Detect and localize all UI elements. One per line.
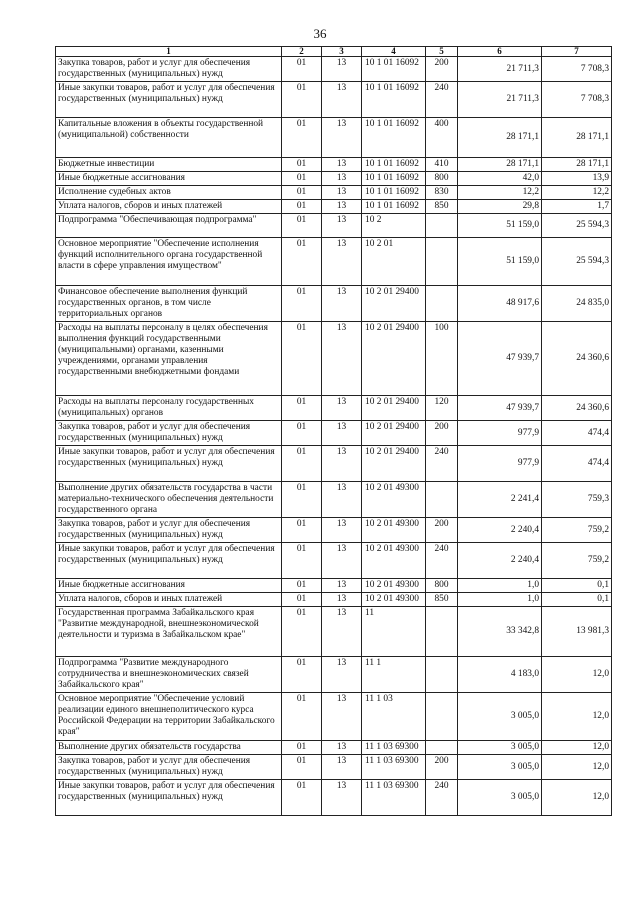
row-c4-cell: 10 1 01 16092 <box>362 200 426 214</box>
row-c4-cell: 10 1 01 16092 <box>362 172 426 186</box>
row-c2-cell: 01 <box>282 118 322 158</box>
row-c6-cell: 1,0 <box>458 579 542 593</box>
row-c4-cell: 10 1 01 16092 <box>362 82 426 118</box>
row-c2-cell: 01 <box>282 579 322 593</box>
row-c3-cell: 13 <box>322 421 362 446</box>
row-c7-cell: 28 171,1 <box>542 158 612 172</box>
row-c2-cell: 01 <box>282 446 322 482</box>
row-c5-cell: 200 <box>426 57 458 82</box>
row-c6-cell: 3 005,0 <box>458 780 542 816</box>
row-c3-cell: 13 <box>322 607 362 657</box>
table-row <box>56 118 612 158</box>
row-c2-cell: 01 <box>282 657 322 693</box>
row-c3-cell: 13 <box>322 657 362 693</box>
row-name-cell: Закупка товаров, работ и услуг для обеспечения государственных (муниципальных) нужд <box>56 421 282 446</box>
row-c2-cell: 01 <box>282 755 322 780</box>
row-c3-cell: 13 <box>322 214 362 238</box>
row-c5-cell: 850 <box>426 200 458 214</box>
table-row <box>56 593 612 607</box>
row-c7-cell: 474,4 <box>542 421 612 446</box>
row-c2-cell: 01 <box>282 57 322 82</box>
table-row <box>56 607 612 657</box>
row-c7-cell: 759,2 <box>542 543 612 579</box>
row-c5-cell: 850 <box>426 593 458 607</box>
row-c4-cell: 11 1 03 <box>362 693 426 741</box>
row-c2-cell: 01 <box>282 741 322 755</box>
row-name-cell: Иные бюджетные ассигнования <box>56 172 282 186</box>
row-c3-cell: 13 <box>322 200 362 214</box>
table-row <box>56 172 612 186</box>
row-c6-cell: 21 711,3 <box>458 82 542 118</box>
row-name-cell: Закупка товаров, работ и услуг для обеспечения государственных (муниципальных) нужд <box>56 518 282 543</box>
row-c7-cell: 474,4 <box>542 446 612 482</box>
table-row <box>56 214 612 238</box>
row-c3-cell: 13 <box>322 172 362 186</box>
row-c3-cell: 13 <box>322 780 362 816</box>
row-c7-cell: 12,2 <box>542 186 612 200</box>
column-header: 1 <box>56 47 282 57</box>
row-c4-cell: 10 2 01 29400 <box>362 446 426 482</box>
row-c5-cell: 200 <box>426 755 458 780</box>
row-c6-cell: 977,9 <box>458 446 542 482</box>
row-c5-cell <box>426 607 458 657</box>
row-c4-cell: 10 2 <box>362 214 426 238</box>
column-header: 5 <box>426 47 458 57</box>
row-c2-cell: 01 <box>282 286 322 322</box>
row-c5-cell: 800 <box>426 579 458 593</box>
row-c7-cell: 7 708,3 <box>542 57 612 82</box>
table-row <box>56 322 612 396</box>
row-c6-cell: 33 342,8 <box>458 607 542 657</box>
row-name-cell: Исполнение судебных актов <box>56 186 282 200</box>
row-c6-cell: 12,2 <box>458 186 542 200</box>
row-c7-cell: 25 594,3 <box>542 238 612 286</box>
row-name-cell: Финансовое обеспечение выполнения функций государственных органов, в том числе территориальных органов <box>56 286 282 322</box>
row-name-cell: Государственная программа Забайкальского края "Развитие международной, внешнеэкономической деятельности и туризма в Забайкальском крае" <box>56 607 282 657</box>
table-row <box>56 657 612 693</box>
row-c5-cell: 800 <box>426 172 458 186</box>
row-c6-cell: 42,0 <box>458 172 542 186</box>
row-c2-cell: 01 <box>282 518 322 543</box>
row-c3-cell: 13 <box>322 693 362 741</box>
row-c7-cell: 24 360,6 <box>542 322 612 396</box>
row-c7-cell: 0,1 <box>542 579 612 593</box>
row-c7-cell: 28 171,1 <box>542 118 612 158</box>
table-row <box>56 543 612 579</box>
row-name-cell: Выполнение других обязательств государства <box>56 741 282 755</box>
row-name-cell: Основное мероприятие "Обеспечение исполнения функций исполнительного органа государственной власти в сфере управления имуществом" <box>56 238 282 286</box>
row-c2-cell: 01 <box>282 172 322 186</box>
row-c5-cell: 240 <box>426 446 458 482</box>
row-c2-cell: 01 <box>282 186 322 200</box>
row-c2-cell: 01 <box>282 396 322 421</box>
row-name-cell: Расходы на выплаты персоналу государственных (муниципальных) органов <box>56 396 282 421</box>
row-c4-cell: 10 1 01 16092 <box>362 57 426 82</box>
column-header: 3 <box>322 47 362 57</box>
row-c3-cell: 13 <box>322 82 362 118</box>
row-c6-cell: 21 711,3 <box>458 57 542 82</box>
row-c4-cell: 10 2 01 49300 <box>362 482 426 518</box>
row-c4-cell: 10 2 01 29400 <box>362 322 426 396</box>
row-c7-cell: 12,0 <box>542 693 612 741</box>
row-name-cell: Подпрограмма "Обеспечивающая подпрограмма" <box>56 214 282 238</box>
row-c7-cell: 24 835,0 <box>542 286 612 322</box>
row-c2-cell: 01 <box>282 543 322 579</box>
row-name-cell: Капитальные вложения в объекты государственной (муниципальной) собственности <box>56 118 282 158</box>
row-c6-cell: 2 241,4 <box>458 482 542 518</box>
table-row <box>56 518 612 543</box>
row-name-cell: Иные закупки товаров, работ и услуг для обеспечения государственных (муниципальных) нужд <box>56 780 282 816</box>
row-c4-cell: 10 1 01 16092 <box>362 118 426 158</box>
table-row <box>56 693 612 741</box>
row-c2-cell: 01 <box>282 82 322 118</box>
table-row <box>56 396 612 421</box>
row-c7-cell: 7 708,3 <box>542 82 612 118</box>
row-c3-cell: 13 <box>322 543 362 579</box>
row-c3-cell: 13 <box>322 446 362 482</box>
row-c7-cell: 759,3 <box>542 482 612 518</box>
table-row <box>56 186 612 200</box>
row-c5-cell: 240 <box>426 82 458 118</box>
row-c7-cell: 13,9 <box>542 172 612 186</box>
row-c4-cell: 11 1 <box>362 657 426 693</box>
row-c5-cell: 120 <box>426 396 458 421</box>
row-c4-cell: 11 1 03 69300 <box>362 755 426 780</box>
row-c3-cell: 13 <box>322 238 362 286</box>
row-c2-cell: 01 <box>282 780 322 816</box>
row-c3-cell: 13 <box>322 158 362 172</box>
row-c7-cell: 12,0 <box>542 755 612 780</box>
row-c5-cell <box>426 741 458 755</box>
row-c2-cell: 01 <box>282 607 322 657</box>
row-c2-cell: 01 <box>282 238 322 286</box>
row-c3-cell: 13 <box>322 57 362 82</box>
row-c3-cell: 13 <box>322 396 362 421</box>
row-c6-cell: 2 240,4 <box>458 518 542 543</box>
row-c7-cell: 0,1 <box>542 593 612 607</box>
row-c4-cell: 10 1 01 16092 <box>362 186 426 200</box>
table-row <box>56 158 612 172</box>
row-c6-cell: 28 171,1 <box>458 118 542 158</box>
row-name-cell: Закупка товаров, работ и услуг для обеспечения государственных (муниципальных) нужд <box>56 57 282 82</box>
row-c4-cell: 10 2 01 29400 <box>362 421 426 446</box>
row-c5-cell <box>426 286 458 322</box>
table-row <box>56 286 612 322</box>
row-c6-cell: 48 917,6 <box>458 286 542 322</box>
table-row <box>56 82 612 118</box>
row-c7-cell: 12,0 <box>542 741 612 755</box>
table-row <box>56 238 612 286</box>
row-c5-cell: 200 <box>426 518 458 543</box>
row-name-cell: Уплата налогов, сборов и иных платежей <box>56 200 282 214</box>
row-c4-cell: 10 2 01 49300 <box>362 518 426 543</box>
row-c7-cell: 24 360,6 <box>542 396 612 421</box>
row-c6-cell: 3 005,0 <box>458 741 542 755</box>
row-c3-cell: 13 <box>322 741 362 755</box>
row-c6-cell: 47 939,7 <box>458 396 542 421</box>
row-c4-cell: 10 2 01 29400 <box>362 396 426 421</box>
row-c5-cell <box>426 693 458 741</box>
row-c5-cell: 100 <box>426 322 458 396</box>
row-c5-cell: 240 <box>426 543 458 579</box>
column-header: 4 <box>362 47 426 57</box>
page-number: 36 <box>313 26 327 41</box>
row-c3-cell: 13 <box>322 186 362 200</box>
row-c4-cell: 10 1 01 16092 <box>362 158 426 172</box>
row-c4-cell: 10 2 01 <box>362 238 426 286</box>
row-c2-cell: 01 <box>282 214 322 238</box>
row-name-cell: Расходы на выплаты персоналу в целях обеспечения выполнения функций государственными (муниципальными) органами, казенными учреждениями, органами управления государственными внебюджетными фондами <box>56 322 282 396</box>
row-c5-cell <box>426 657 458 693</box>
row-name-cell: Основное мероприятие "Обеспечение условий реализации единого внешнеполитического курса Российской Федерации на территории Забайкальского края" <box>56 693 282 741</box>
row-c4-cell: 10 2 01 49300 <box>362 579 426 593</box>
row-name-cell: Иные бюджетные ассигнования <box>56 579 282 593</box>
row-name-cell: Закупка товаров, работ и услуг для обеспечения государственных (муниципальных) нужд <box>56 755 282 780</box>
table-row <box>56 579 612 593</box>
row-c2-cell: 01 <box>282 158 322 172</box>
row-c5-cell: 400 <box>426 118 458 158</box>
table-row <box>56 780 612 816</box>
table-row <box>56 446 612 482</box>
header-row <box>56 47 612 57</box>
row-c6-cell: 29,8 <box>458 200 542 214</box>
row-c6-cell: 51 159,0 <box>458 238 542 286</box>
column-header: 7 <box>542 47 612 57</box>
row-c3-cell: 13 <box>322 322 362 396</box>
table-body <box>56 57 612 816</box>
table-row <box>56 755 612 780</box>
row-c6-cell: 51 159,0 <box>458 214 542 238</box>
row-c5-cell: 410 <box>426 158 458 172</box>
row-name-cell: Иные закупки товаров, работ и услуг для обеспечения государственных (муниципальных) нужд <box>56 82 282 118</box>
row-c6-cell: 3 005,0 <box>458 755 542 780</box>
row-c6-cell: 28 171,1 <box>458 158 542 172</box>
row-c4-cell: 11 1 03 69300 <box>362 780 426 816</box>
row-c4-cell: 11 <box>362 607 426 657</box>
row-name-cell: Иные закупки товаров, работ и услуг для обеспечения государственных (муниципальных) нужд <box>56 543 282 579</box>
row-c4-cell: 10 2 01 29400 <box>362 286 426 322</box>
row-c7-cell: 25 594,3 <box>542 214 612 238</box>
row-c6-cell: 977,9 <box>458 421 542 446</box>
row-c2-cell: 01 <box>282 322 322 396</box>
row-c2-cell: 01 <box>282 693 322 741</box>
row-name-cell: Бюджетные инвестиции <box>56 158 282 172</box>
row-c7-cell: 1,7 <box>542 200 612 214</box>
row-c6-cell: 2 240,4 <box>458 543 542 579</box>
table-row <box>56 741 612 755</box>
column-header: 2 <box>282 47 322 57</box>
row-c5-cell: 240 <box>426 780 458 816</box>
row-c3-cell: 13 <box>322 118 362 158</box>
row-c7-cell: 12,0 <box>542 657 612 693</box>
row-c3-cell: 13 <box>322 755 362 780</box>
row-c2-cell: 01 <box>282 421 322 446</box>
row-c7-cell: 759,2 <box>542 518 612 543</box>
row-c5-cell <box>426 238 458 286</box>
row-c3-cell: 13 <box>322 286 362 322</box>
row-c3-cell: 13 <box>322 518 362 543</box>
row-c6-cell: 1,0 <box>458 593 542 607</box>
row-c2-cell: 01 <box>282 482 322 518</box>
row-c4-cell: 10 2 01 49300 <box>362 543 426 579</box>
row-c3-cell: 13 <box>322 579 362 593</box>
row-c5-cell <box>426 482 458 518</box>
row-c3-cell: 13 <box>322 482 362 518</box>
row-c6-cell: 47 939,7 <box>458 322 542 396</box>
row-c4-cell: 10 2 01 49300 <box>362 593 426 607</box>
table-row <box>56 482 612 518</box>
row-name-cell: Подпрограмма "Развитие международного сотрудничества и внешнеэкономических связей Забайкальского края" <box>56 657 282 693</box>
row-c6-cell: 4 183,0 <box>458 657 542 693</box>
row-name-cell: Уплата налогов, сборов и иных платежей <box>56 593 282 607</box>
row-c6-cell: 3 005,0 <box>458 693 542 741</box>
row-c3-cell: 13 <box>322 593 362 607</box>
table-row <box>56 57 612 82</box>
row-c2-cell: 01 <box>282 200 322 214</box>
column-header: 6 <box>458 47 542 57</box>
table-row <box>56 421 612 446</box>
budget-table <box>55 46 612 816</box>
row-c5-cell: 830 <box>426 186 458 200</box>
row-c5-cell <box>426 214 458 238</box>
row-c7-cell: 12,0 <box>542 780 612 816</box>
row-c4-cell: 11 1 03 69300 <box>362 741 426 755</box>
row-name-cell: Выполнение других обязательств государства в части материально-технического обеспечения деятельности государственного органа <box>56 482 282 518</box>
table-row <box>56 200 612 214</box>
row-c7-cell: 13 981,3 <box>542 607 612 657</box>
row-c2-cell: 01 <box>282 593 322 607</box>
row-name-cell: Иные закупки товаров, работ и услуг для обеспечения государственных (муниципальных) нужд <box>56 446 282 482</box>
row-c5-cell: 200 <box>426 421 458 446</box>
